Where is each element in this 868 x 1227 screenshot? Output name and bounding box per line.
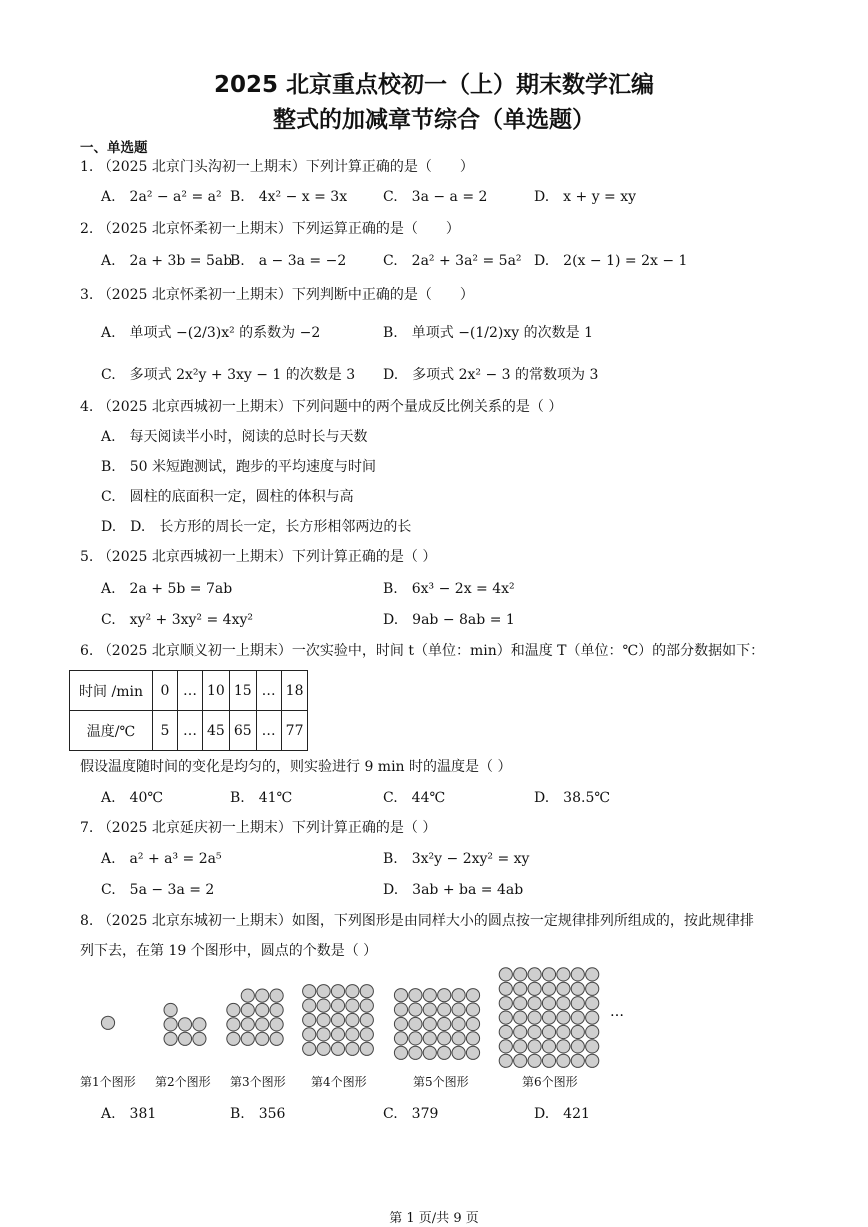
figure-label: 第5个图形 — [413, 1075, 469, 1089]
question-7 — [80, 817, 436, 837]
dot — [452, 989, 465, 1002]
dot — [499, 1054, 512, 1067]
dot — [452, 1046, 465, 1059]
dot — [423, 1003, 436, 1016]
dot — [346, 985, 359, 998]
dot — [317, 1013, 330, 1026]
dot — [571, 982, 584, 995]
dot — [466, 1003, 479, 1016]
dot — [586, 997, 599, 1010]
dot — [542, 1040, 555, 1053]
dot — [466, 1046, 479, 1059]
option-a[interactable]: A. 2a + 5b = 7ab — [101, 581, 233, 597]
dot — [466, 1017, 479, 1030]
dot — [542, 997, 555, 1010]
dot — [514, 968, 527, 981]
option-c[interactable]: C. 多项式 2x²y + 3xy − 1 的次数是 3 — [101, 367, 356, 383]
dot — [164, 1032, 177, 1045]
option-b[interactable]: B. 6x³ − 2x = 4x² — [383, 581, 515, 597]
dot — [394, 1017, 407, 1030]
question-stem: （2025 北京延庆初一上期末）下列计算正确的是（ ） — [97, 820, 437, 836]
dot — [317, 1042, 330, 1055]
dot — [303, 999, 316, 1012]
dot — [227, 1003, 240, 1016]
ellipsis: … — [610, 1004, 624, 1020]
dot — [394, 1003, 407, 1016]
dot — [571, 1054, 584, 1067]
table-row — [70, 671, 308, 711]
dot — [466, 989, 479, 1002]
dot — [557, 997, 570, 1010]
dot — [256, 1018, 269, 1031]
table-cell: 5 — [153, 711, 178, 751]
dot — [256, 1032, 269, 1045]
dot — [586, 968, 599, 981]
option-b[interactable]: B. a − 3a = −2 — [230, 253, 347, 269]
question-stem: （2025 北京门头沟初一上期末）下列计算正确的是（ ） — [97, 159, 474, 175]
dot — [164, 1018, 177, 1031]
option-a[interactable]: A. 单项式 −(2/3)x² 的系数为 −2 — [101, 325, 321, 341]
option-a[interactable]: A. 2a² − a² = a² — [101, 189, 222, 205]
dot — [528, 1025, 541, 1038]
table-cell: … — [256, 671, 281, 711]
dot — [557, 1054, 570, 1067]
question-stem: （2025 北京怀柔初一上期末）下列判断中正确的是（ ） — [97, 287, 474, 303]
dot — [423, 989, 436, 1002]
dot — [586, 1025, 599, 1038]
dot — [571, 1040, 584, 1053]
question-number: 3. — [80, 287, 94, 303]
dot — [542, 968, 555, 981]
dot — [227, 1018, 240, 1031]
dot — [164, 1003, 177, 1016]
dot — [423, 1032, 436, 1045]
dot — [499, 997, 512, 1010]
option-d[interactable]: D. x + y = xy — [534, 189, 637, 205]
dot — [360, 1042, 373, 1055]
figure-label: 第3个图形 — [230, 1075, 286, 1089]
dot — [499, 1040, 512, 1053]
dot — [241, 989, 254, 1002]
table-cell: 15 — [229, 671, 256, 711]
dot — [270, 1032, 283, 1045]
dot — [331, 1042, 344, 1055]
dot — [394, 989, 407, 1002]
table-cell: 65 — [229, 711, 256, 751]
dot — [452, 1017, 465, 1030]
option-b[interactable]: B. 356 — [230, 1106, 286, 1122]
dot — [270, 989, 283, 1002]
option-c[interactable]: C. 5a − 3a = 2 — [101, 882, 215, 898]
dot — [528, 1040, 541, 1053]
dot — [528, 982, 541, 995]
option-b[interactable]: B. 3x²y − 2xy² = xy — [383, 851, 530, 867]
question-8 — [80, 910, 754, 930]
dot — [586, 1054, 599, 1067]
table-cell: … — [178, 671, 203, 711]
dot — [452, 1003, 465, 1016]
option-a[interactable]: A. a² + a³ = 2a⁵ — [101, 851, 222, 867]
dot — [499, 1011, 512, 1024]
option-d[interactable]: D. 2(x − 1) = 2x − 1 — [534, 253, 688, 269]
table-cell: 10 — [203, 671, 230, 711]
option-b[interactable]: B. 4x² − x = 3x — [230, 189, 348, 205]
option-b[interactable]: B. 41℃ — [230, 790, 293, 806]
option-a[interactable]: A. 40℃ — [101, 790, 164, 806]
question-number: 1. — [80, 159, 94, 175]
dot — [346, 999, 359, 1012]
dot — [423, 1017, 436, 1030]
dot — [346, 1013, 359, 1026]
dot — [270, 1003, 283, 1016]
dot — [317, 1028, 330, 1041]
question-stem: （2025 北京东城初一上期末）如图，下列图形是由同样大小的圆点按一定规律排列所组成的，按此规律排 — [97, 913, 754, 929]
option-c[interactable]: C. 3a − a = 2 — [383, 189, 488, 205]
figure-label: 第1个图形 — [80, 1075, 136, 1089]
question-number: 2. — [80, 221, 94, 237]
option-d[interactable]: D. 421 — [534, 1106, 590, 1122]
dot — [241, 1003, 254, 1016]
dot — [409, 1046, 422, 1059]
question-3 — [80, 284, 474, 304]
question-number: 8. — [80, 913, 94, 929]
dot — [331, 999, 344, 1012]
dot — [542, 1054, 555, 1067]
option-c[interactable]: C. 圆柱的底面积一定，圆柱的体积与高 — [101, 489, 354, 505]
dot — [586, 982, 599, 995]
dot — [586, 1011, 599, 1024]
dot — [499, 1025, 512, 1038]
option-a[interactable]: A. 2a + 3b = 5ab — [101, 253, 233, 269]
dot — [394, 1046, 407, 1059]
dot — [270, 1018, 283, 1031]
dot — [542, 1011, 555, 1024]
dot — [466, 1032, 479, 1045]
dot-pattern-figure — [0, 960, 868, 1075]
dot — [438, 1003, 451, 1016]
dot — [586, 1040, 599, 1053]
dot — [360, 1013, 373, 1026]
dot — [101, 1016, 114, 1029]
page-footer: 第 1 页/共 9 页 — [389, 1211, 479, 1226]
figure-label: 第4个图形 — [311, 1075, 367, 1089]
figure-label: 第2个图形 — [155, 1075, 211, 1089]
dot — [346, 1028, 359, 1041]
dot — [178, 1018, 191, 1031]
dot — [571, 968, 584, 981]
table-cell: 温度/℃ — [70, 711, 153, 751]
option-b[interactable]: B. 50 米短跑测试，跑步的平均速度与时间 — [101, 459, 377, 475]
question-stem: （2025 北京顺义初一上期末）一次实验中，时间 t（单位：min）和温度 T（单位：℃）的部分数据如下： — [97, 643, 765, 659]
dot — [256, 989, 269, 1002]
dot — [409, 989, 422, 1002]
page-subtitle: 整式的加减章节综合（单选题） — [273, 107, 595, 133]
option-d[interactable]: D. 38.5℃ — [534, 790, 611, 806]
dot — [452, 1032, 465, 1045]
question-number: 6. — [80, 643, 94, 659]
option-d[interactable]: D. D. 长方形的周长一定，长方形相邻两边的长 — [101, 519, 412, 535]
dot — [423, 1046, 436, 1059]
dot — [528, 997, 541, 1010]
table-cell: 18 — [281, 671, 308, 711]
dot — [438, 1032, 451, 1045]
option-d[interactable]: D. 3ab + ba = 4ab — [383, 882, 524, 898]
data-table — [69, 670, 308, 751]
table-cell: 时间 /min — [70, 671, 153, 711]
dot — [241, 1018, 254, 1031]
question-4 — [80, 396, 562, 416]
dot — [241, 1032, 254, 1045]
dot — [438, 989, 451, 1002]
dot — [394, 1032, 407, 1045]
question-number: 5. — [80, 549, 94, 565]
question-stem: （2025 北京西城初一上期末）下列问题中的两个量成反比例关系的是（ ） — [97, 399, 563, 415]
dot — [317, 985, 330, 998]
dot — [360, 999, 373, 1012]
dot — [360, 1028, 373, 1041]
dot — [571, 1025, 584, 1038]
dot — [499, 982, 512, 995]
question-stem: （2025 北京西城初一上期末）下列计算正确的是（ ） — [97, 549, 437, 565]
dot — [557, 1025, 570, 1038]
question-followup: 假设温度随时间的变化是均匀的，则实验进行 9 min 时的温度是（ ） — [80, 759, 512, 775]
dot — [557, 982, 570, 995]
dot — [438, 1017, 451, 1030]
option-c[interactable]: C. 2a² + 3a² = 5a² — [383, 253, 522, 269]
dot — [303, 1013, 316, 1026]
dot — [193, 1018, 206, 1031]
question-5 — [80, 546, 436, 566]
option-a[interactable]: A. 每天阅读半小时，阅读的总时长与天数 — [101, 429, 368, 445]
dot — [360, 985, 373, 998]
question-stem-continued: 列下去，在第 19 个图形中，圆点的个数是（ ） — [80, 943, 378, 959]
dot — [499, 968, 512, 981]
dot — [528, 968, 541, 981]
table-cell: 45 — [203, 711, 230, 751]
dot — [514, 997, 527, 1010]
dot — [346, 1042, 359, 1055]
table-cell: … — [178, 711, 203, 751]
dot — [303, 985, 316, 998]
dot — [409, 1017, 422, 1030]
option-d[interactable]: D. 多项式 2x² − 3 的常数项为 3 — [383, 367, 599, 383]
dot — [514, 1011, 527, 1024]
dot — [409, 1032, 422, 1045]
dot — [256, 1003, 269, 1016]
dot — [571, 1011, 584, 1024]
option-c[interactable]: C. 379 — [383, 1106, 439, 1122]
dot — [303, 1028, 316, 1041]
table-cell: 77 — [281, 711, 308, 751]
dot — [331, 1013, 344, 1026]
table-cell: … — [256, 711, 281, 751]
dot — [514, 1054, 527, 1067]
option-c[interactable]: C. 44℃ — [383, 790, 446, 806]
table-row — [70, 711, 308, 751]
dot — [331, 1028, 344, 1041]
option-d[interactable]: D. 9ab − 8ab = 1 — [383, 612, 515, 628]
option-b[interactable]: B. 单项式 −(1/2)xy 的次数是 1 — [383, 325, 593, 341]
dot — [193, 1032, 206, 1045]
question-number: 4. — [80, 399, 94, 415]
question-6 — [80, 640, 764, 660]
question-1 — [80, 156, 474, 176]
dot — [317, 999, 330, 1012]
dot — [557, 1011, 570, 1024]
dot — [409, 1003, 422, 1016]
figure-label: 第6个图形 — [522, 1075, 578, 1089]
dot — [571, 997, 584, 1010]
option-c[interactable]: C. xy² + 3xy² = 4xy² — [101, 612, 253, 628]
question-2 — [80, 218, 460, 238]
dot — [331, 985, 344, 998]
dot — [178, 1032, 191, 1045]
dot — [542, 982, 555, 995]
dot — [227, 1032, 240, 1045]
dot — [514, 1040, 527, 1053]
page-title: 2025 北京重点校初一（上）期末数学汇编 — [213, 72, 655, 98]
dot — [514, 982, 527, 995]
question-number: 7. — [80, 820, 94, 836]
dot — [542, 1025, 555, 1038]
dot — [528, 1054, 541, 1067]
dot — [557, 968, 570, 981]
dot — [303, 1042, 316, 1055]
dot — [438, 1046, 451, 1059]
dot — [557, 1040, 570, 1053]
option-a[interactable]: A. 381 — [101, 1106, 157, 1122]
question-stem: （2025 北京怀柔初一上期末）下列运算正确的是（ ） — [97, 221, 460, 237]
section-heading: 一、单选题 — [80, 140, 148, 156]
dot — [528, 1011, 541, 1024]
table-cell: 0 — [153, 671, 178, 711]
dot — [514, 1025, 527, 1038]
